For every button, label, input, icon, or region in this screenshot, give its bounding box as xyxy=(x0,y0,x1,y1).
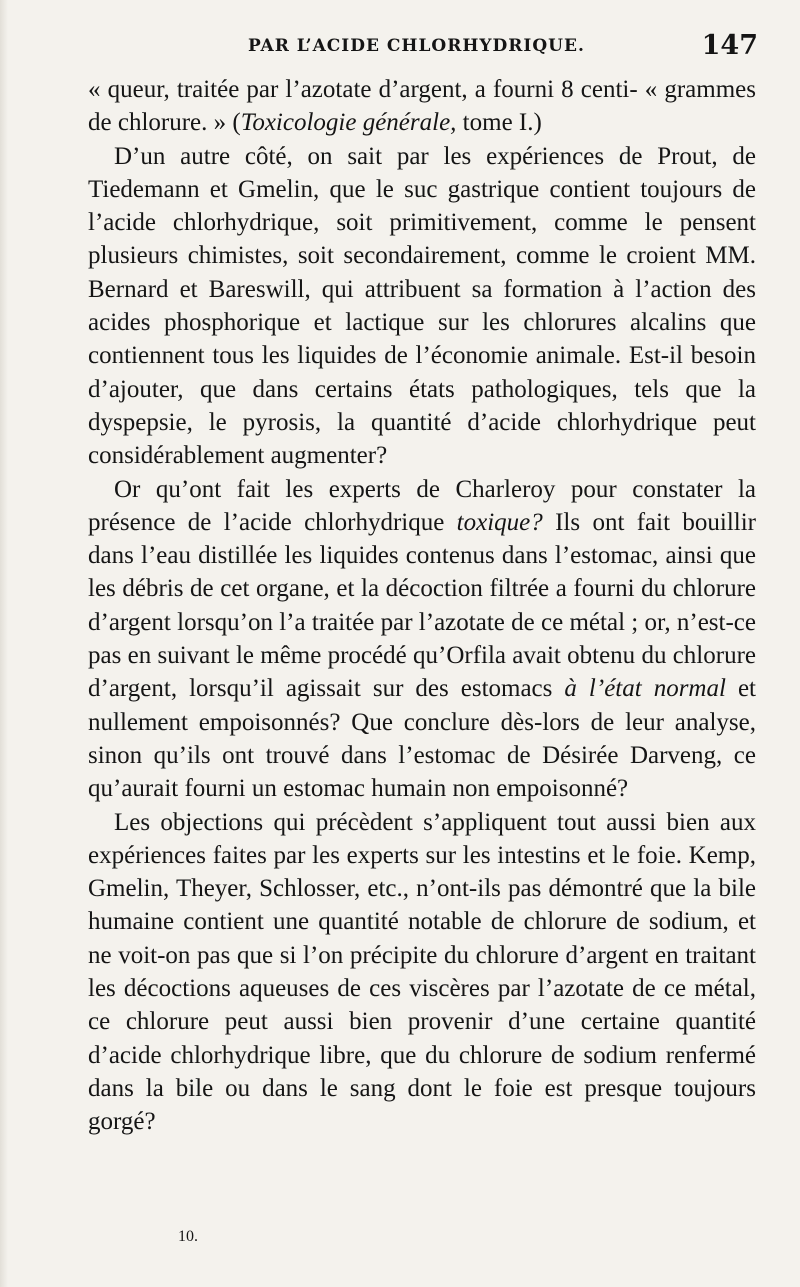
paragraph-3-italic-2: à l’état normal xyxy=(564,675,726,703)
body-text xyxy=(88,73,756,1139)
paragraph-3-text-c: et nullement empoisonnés? Que conclure dès-lors de leur analyse, sinon qu’ils ont trouvé dans l’estomac de Désirée Darveng, ce qu’aurait fourni un estomac humain non empoisonné? xyxy=(88,675,756,803)
paragraph-1-text-a: « queur, traitée par l’azotate d’argent, a fourni 8 centi- « grammes de chlorure. » ( xyxy=(88,76,756,137)
running-head: PAR L’ACIDE CHLORHYDRIQUE. xyxy=(248,36,585,56)
paragraph-1 xyxy=(88,73,756,140)
paragraph-4: Les objections qui précèdent s’appliquent tout aussi bien aux expériences faites par les experts sur les intestins et le foie. Kemp, Gmelin, Theyer, Schlosser, etc., n’ont-ils pas démontré que la bile humaine contient une quantité notable de chlorure de sodium, et ne voit-on pas que si l’on précipite du chlorure d’argent en traitant les décoctions aqueuses de ces viscères par l’azotate de ce métal, ce chlorure peut aussi bien provenir d’une certaine quantité d’acide chlorhydrique libre, que du chlorure de sodium renfermé dans la bile ou dans le sang dont le foie est presque toujours gorgé? xyxy=(88,808,756,1136)
scan-edge xyxy=(0,0,8,1287)
paragraph-3-text-b: Ils ont fait bouillir dans l’eau distillée les liquides contenus dans l’estomac, ainsi que les débris de cet organe, et la décoction filtrée a fourni du chlorure d’argent lorsqu’on l’a traitée par l’azotate de ce métal ; or, n’est-ce pas en suivant le même procédé qu’Orfila avait obtenu du chlorure d’argent, lorsqu’il agissait sur des estomacs xyxy=(88,508,756,703)
signature-mark: 10. xyxy=(178,1228,198,1245)
paragraph-1-text-b: tome I.) xyxy=(456,109,542,137)
paragraph-1-italic: Toxicologie générale, xyxy=(240,109,457,137)
page-header xyxy=(88,28,758,68)
paragraph-3-text-a: Or qu’ont fait les experts de Charleroy pour constater la présence de l’acide chlorhydrique xyxy=(88,475,756,536)
paragraph-3-italic-1: toxique? xyxy=(456,508,543,536)
paragraph-3 xyxy=(88,473,756,806)
page-number: 147 xyxy=(701,30,758,61)
paragraph-2: D’un autre côté, on sait par les expériences de Prout, de Tiedemann et Gmelin, que le suc gastrique contient toujours de l’acide chlorhydrique, soit primitivement, comme le pensent plusieurs chimistes, soit secondairement, comme le croient MM. Bernard et Bareswill, qui attribuent sa formation à l’action des acides phosphorique et lactique sur les chlorures alcalins que contiennent tous les liquides de l’économie animale. Est-il besoin d’ajouter, que dans certains états pathologiques, tels que la dyspepsie, le pyrosis, la quantité d’acide chlorhydrique peut considérablement augmenter? xyxy=(88,142,756,470)
